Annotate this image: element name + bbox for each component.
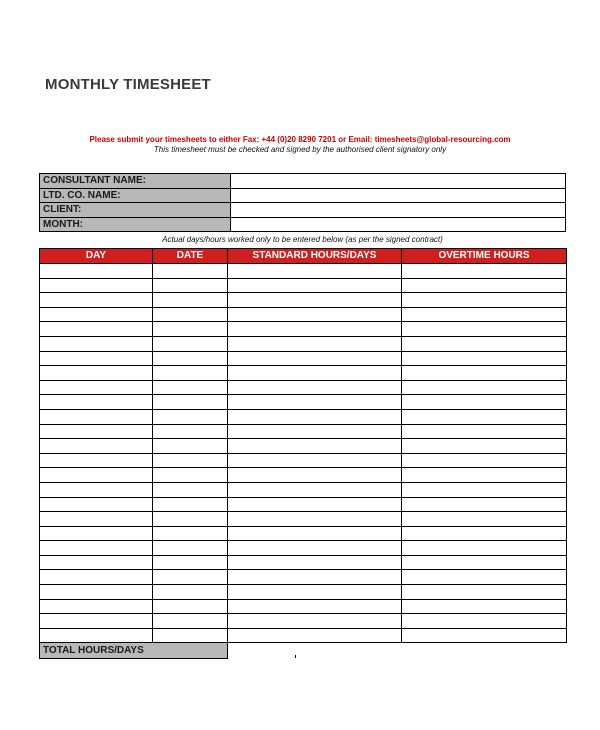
- day-cell[interactable]: [40, 395, 153, 410]
- date-cell[interactable]: [153, 264, 228, 279]
- day-cell[interactable]: [40, 482, 153, 497]
- signatory-notice: This timesheet must be checked and signed by the authorised client signatory only: [153, 145, 447, 154]
- table-row: [40, 293, 567, 308]
- total-overtime-field[interactable]: [402, 643, 567, 659]
- overtime-hours-cell[interactable]: [402, 336, 567, 351]
- consultant-name-field[interactable]: [231, 174, 566, 189]
- date-cell[interactable]: [153, 512, 228, 527]
- month-label: MONTH:: [40, 217, 231, 232]
- standard-hours-cell[interactable]: [228, 512, 402, 527]
- standard-hours-cell[interactable]: [228, 336, 402, 351]
- overtime-hours-cell[interactable]: [402, 424, 567, 439]
- table-row: [40, 366, 567, 381]
- overtime-hours-cell[interactable]: [402, 614, 567, 629]
- column-header-standard-hours: STANDARD HOURS/DAYS: [228, 249, 402, 264]
- table-row: [40, 453, 567, 468]
- day-cell[interactable]: [40, 453, 153, 468]
- info-row-company: [40, 188, 566, 203]
- date-cell[interactable]: [153, 409, 228, 424]
- table-row: [40, 585, 567, 600]
- standard-hours-cell[interactable]: [228, 322, 402, 337]
- table-row: [40, 336, 567, 351]
- day-cell[interactable]: [40, 599, 153, 614]
- overtime-hours-cell[interactable]: [402, 264, 567, 279]
- table-row: [40, 599, 567, 614]
- standard-hours-cell[interactable]: [228, 497, 402, 512]
- table-row: [40, 614, 567, 629]
- day-cell[interactable]: [40, 264, 153, 279]
- overtime-hours-cell[interactable]: [402, 293, 567, 308]
- date-cell[interactable]: [153, 293, 228, 308]
- day-cell[interactable]: [40, 351, 153, 366]
- date-cell[interactable]: [153, 322, 228, 337]
- overtime-hours-cell[interactable]: [402, 526, 567, 541]
- table-row: [40, 526, 567, 541]
- entry-instruction: Actual days/hours worked only to be entered below (as per the signed contract): [162, 235, 443, 244]
- client-field[interactable]: [231, 203, 566, 218]
- standard-hours-cell[interactable]: [228, 439, 402, 454]
- date-cell[interactable]: [153, 585, 228, 600]
- overtime-hours-cell[interactable]: [402, 599, 567, 614]
- standard-hours-cell[interactable]: [228, 380, 402, 395]
- day-cell[interactable]: [40, 307, 153, 322]
- date-cell[interactable]: [153, 541, 228, 556]
- day-cell[interactable]: [40, 439, 153, 454]
- table-row: [40, 395, 567, 410]
- client-label: CLIENT:: [40, 203, 231, 218]
- total-hours-label: TOTAL HOURS/DAYS: [40, 643, 228, 659]
- day-cell[interactable]: [40, 424, 153, 439]
- day-cell[interactable]: [40, 526, 153, 541]
- date-cell[interactable]: [153, 351, 228, 366]
- total-row: [40, 643, 567, 659]
- date-cell[interactable]: [153, 439, 228, 454]
- date-cell[interactable]: [153, 628, 228, 643]
- table-row: [40, 468, 567, 483]
- standard-hours-cell[interactable]: [228, 366, 402, 381]
- date-cell[interactable]: [153, 599, 228, 614]
- date-cell[interactable]: [153, 424, 228, 439]
- company-name-label: LTD. CO. NAME:: [40, 188, 231, 203]
- overtime-hours-cell[interactable]: [402, 409, 567, 424]
- standard-hours-cell[interactable]: [228, 628, 402, 643]
- column-header-overtime-hours: OVERTIME HOURS: [402, 249, 567, 264]
- table-row: [40, 351, 567, 366]
- standard-hours-cell[interactable]: [228, 541, 402, 556]
- date-cell[interactable]: [153, 526, 228, 541]
- overtime-hours-cell[interactable]: [402, 468, 567, 483]
- total-standard-field[interactable]: [228, 643, 402, 659]
- overtime-hours-cell[interactable]: [402, 307, 567, 322]
- day-cell[interactable]: [40, 541, 153, 556]
- standard-hours-cell[interactable]: [228, 351, 402, 366]
- date-cell[interactable]: [153, 614, 228, 629]
- overtime-hours-cell[interactable]: [402, 585, 567, 600]
- day-cell[interactable]: [40, 366, 153, 381]
- date-cell[interactable]: [153, 482, 228, 497]
- table-row: [40, 278, 567, 293]
- month-field[interactable]: [231, 217, 566, 232]
- overtime-hours-cell[interactable]: [402, 380, 567, 395]
- table-row: [40, 307, 567, 322]
- day-cell[interactable]: [40, 336, 153, 351]
- standard-hours-cell[interactable]: [228, 278, 402, 293]
- table-row: [40, 628, 567, 643]
- overtime-hours-cell[interactable]: [402, 628, 567, 643]
- standard-hours-cell[interactable]: [228, 468, 402, 483]
- overtime-hours-cell[interactable]: [402, 351, 567, 366]
- table-row: [40, 570, 567, 585]
- hours-table-header: [40, 249, 567, 264]
- date-cell[interactable]: [153, 380, 228, 395]
- date-cell[interactable]: [153, 555, 228, 570]
- overtime-hours-cell[interactable]: [402, 541, 567, 556]
- standard-hours-cell[interactable]: [228, 424, 402, 439]
- table-row: [40, 424, 567, 439]
- day-cell[interactable]: [40, 380, 153, 395]
- info-row-consultant: [40, 174, 566, 189]
- table-row: [40, 322, 567, 337]
- standard-hours-cell[interactable]: [228, 570, 402, 585]
- overtime-hours-cell[interactable]: [402, 366, 567, 381]
- date-cell[interactable]: [153, 336, 228, 351]
- consultant-info-table: [39, 173, 566, 232]
- table-row: [40, 439, 567, 454]
- overtime-hours-cell[interactable]: [402, 512, 567, 527]
- table-row: [40, 409, 567, 424]
- standard-hours-cell[interactable]: [228, 526, 402, 541]
- date-cell[interactable]: [153, 366, 228, 381]
- day-cell[interactable]: [40, 585, 153, 600]
- standard-hours-cell[interactable]: [228, 599, 402, 614]
- standard-hours-cell[interactable]: [228, 453, 402, 468]
- standard-hours-cell[interactable]: [228, 585, 402, 600]
- day-cell[interactable]: [40, 497, 153, 512]
- overtime-hours-cell[interactable]: [402, 555, 567, 570]
- day-cell[interactable]: [40, 322, 153, 337]
- overtime-hours-cell[interactable]: [402, 395, 567, 410]
- day-cell[interactable]: [40, 628, 153, 643]
- overtime-hours-cell[interactable]: [402, 278, 567, 293]
- day-cell[interactable]: [40, 468, 153, 483]
- date-cell[interactable]: [153, 497, 228, 512]
- hours-table: [39, 248, 567, 659]
- table-tick-mark: [295, 655, 296, 658]
- overtime-hours-cell[interactable]: [402, 439, 567, 454]
- table-row: [40, 541, 567, 556]
- standard-hours-cell[interactable]: [228, 293, 402, 308]
- table-row: [40, 555, 567, 570]
- date-cell[interactable]: [153, 307, 228, 322]
- column-header-day: DAY: [40, 249, 153, 264]
- overtime-hours-cell[interactable]: [402, 453, 567, 468]
- table-row: [40, 482, 567, 497]
- day-cell[interactable]: [40, 555, 153, 570]
- date-cell[interactable]: [153, 395, 228, 410]
- day-cell[interactable]: [40, 512, 153, 527]
- overtime-hours-cell[interactable]: [402, 322, 567, 337]
- table-row: [40, 512, 567, 527]
- consultant-name-label: CONSULTANT NAME:: [40, 174, 231, 189]
- table-row: [40, 497, 567, 512]
- overtime-hours-cell[interactable]: [402, 482, 567, 497]
- page-title: MONTHLY TIMESHEET: [45, 76, 211, 93]
- standard-hours-cell[interactable]: [228, 264, 402, 279]
- day-cell[interactable]: [40, 570, 153, 585]
- date-cell[interactable]: [153, 570, 228, 585]
- day-cell[interactable]: [40, 614, 153, 629]
- date-cell[interactable]: [153, 453, 228, 468]
- overtime-hours-cell[interactable]: [402, 497, 567, 512]
- standard-hours-cell[interactable]: [228, 555, 402, 570]
- standard-hours-cell[interactable]: [228, 395, 402, 410]
- day-cell[interactable]: [40, 293, 153, 308]
- info-row-month: [40, 217, 566, 232]
- info-row-client: [40, 203, 566, 218]
- day-cell[interactable]: [40, 278, 153, 293]
- standard-hours-cell[interactable]: [228, 482, 402, 497]
- standard-hours-cell[interactable]: [228, 409, 402, 424]
- table-row: [40, 380, 567, 395]
- table-row: [40, 264, 567, 279]
- overtime-hours-cell[interactable]: [402, 570, 567, 585]
- company-name-field[interactable]: [231, 188, 566, 203]
- submission-notice: Please submit your timesheets to either Fax: +44 (0)20 8290 7201 or Email: timesheets@global-resourcing.com: [89, 135, 511, 144]
- date-cell[interactable]: [153, 278, 228, 293]
- day-cell[interactable]: [40, 409, 153, 424]
- date-cell[interactable]: [153, 468, 228, 483]
- standard-hours-cell[interactable]: [228, 614, 402, 629]
- standard-hours-cell[interactable]: [228, 307, 402, 322]
- column-header-date: DATE: [153, 249, 228, 264]
